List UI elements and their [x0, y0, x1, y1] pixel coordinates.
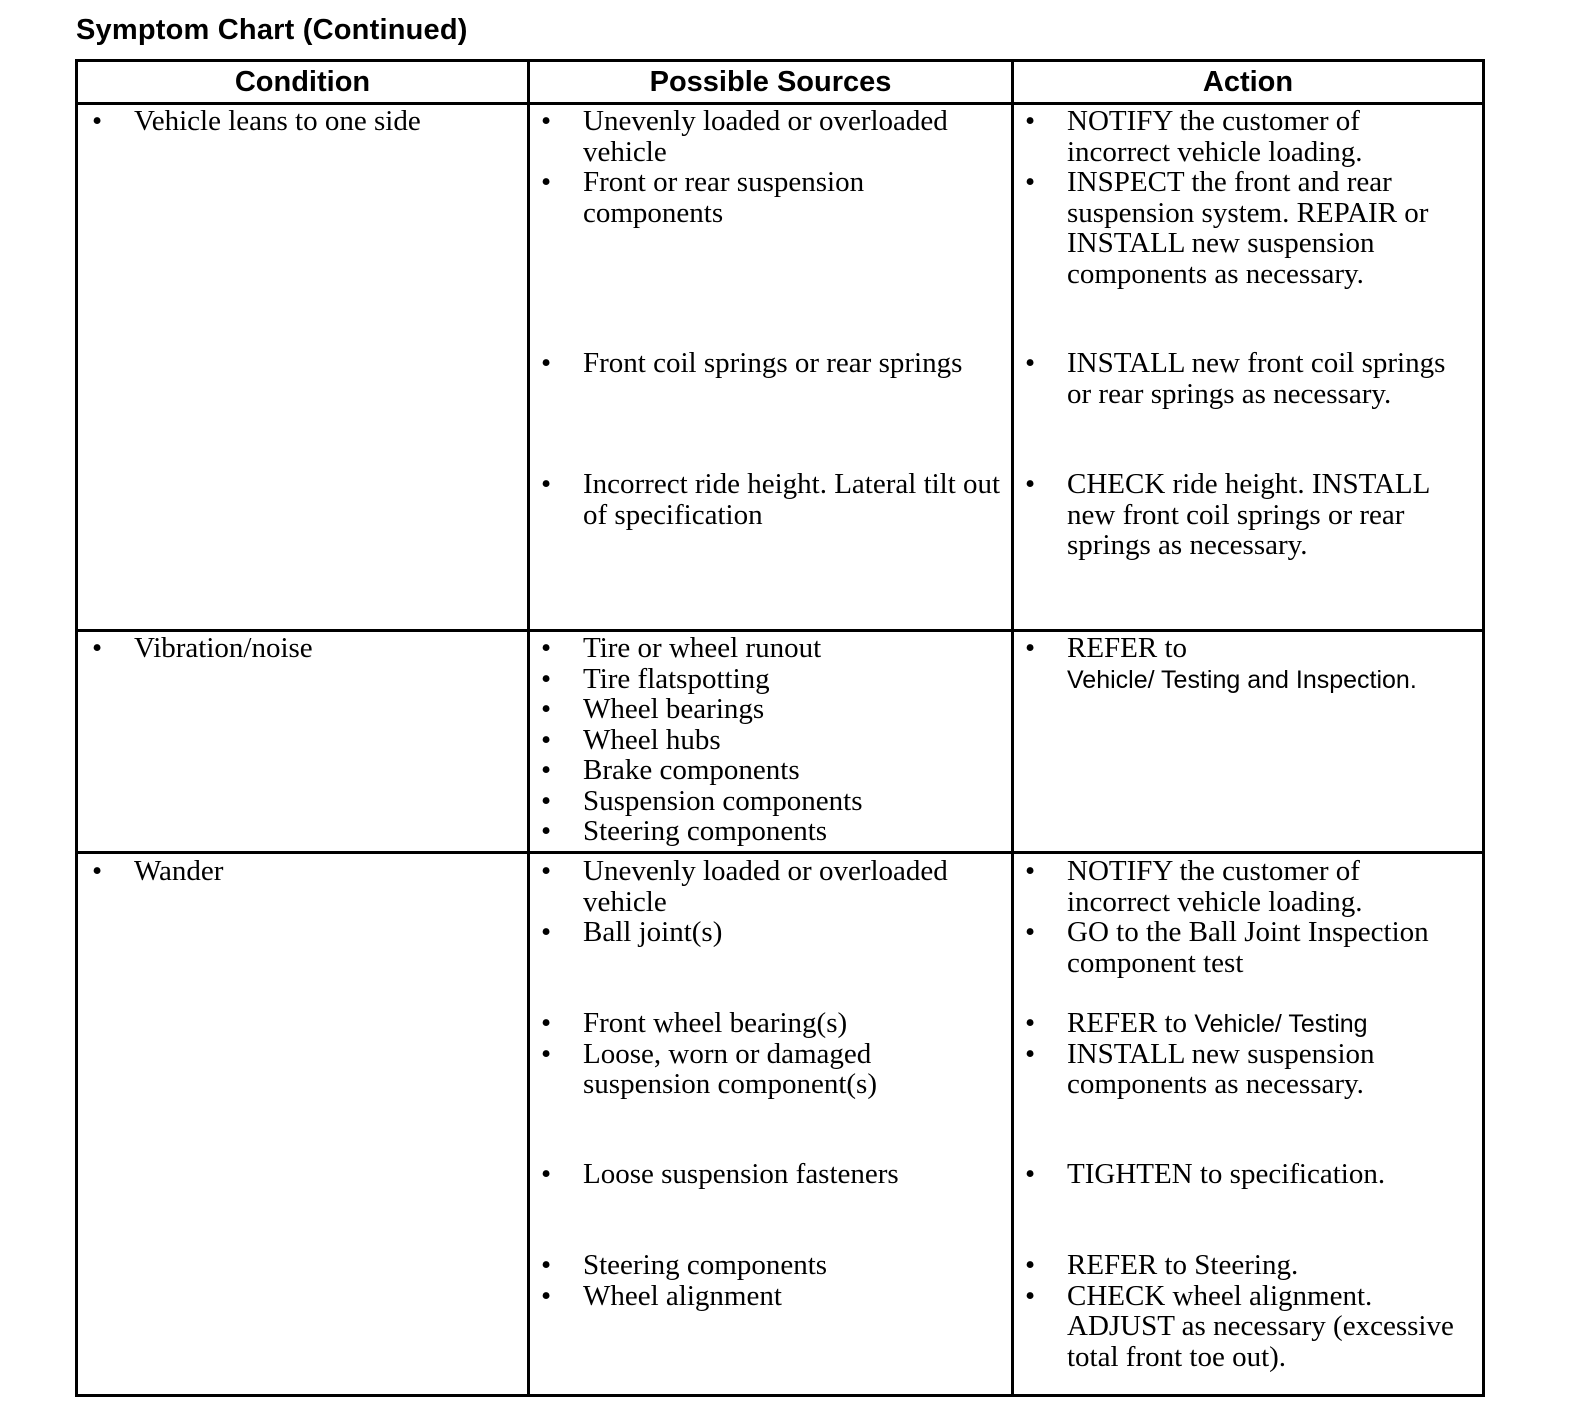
chart-title: Symptom Chart (Continued) [76, 14, 468, 46]
condition-text: Vibration/noise [134, 632, 313, 664]
action-item [1025, 347, 1462, 410]
bullet-icon: • [541, 105, 552, 137]
source-text: Unevenly loaded or overloaded vehicle [583, 105, 948, 168]
source-item [541, 784, 1003, 817]
action-text: INSPECT the front and rear suspension system. REPAIR or INSTALL new suspension components as necessary. [1067, 166, 1429, 290]
action-text: NOTIFY the customer of incorrect vehicle loading. [1067, 105, 1363, 168]
action-text: TIGHTEN to specification. [1067, 1158, 1386, 1190]
source-text: Front wheel bearing(s) [583, 1007, 848, 1039]
bullet-icon: • [541, 1007, 552, 1039]
action-item [1025, 468, 1462, 561]
condition-cell [92, 855, 514, 887]
bullet-icon: • [541, 347, 552, 379]
action-item [1025, 855, 1462, 918]
condition-text: Wander [134, 855, 224, 887]
condition-cell [92, 105, 514, 137]
action-item [1025, 1037, 1462, 1100]
bullet-icon: • [1025, 855, 1036, 887]
column-divider [527, 62, 530, 1394]
bullet-icon: • [541, 693, 552, 725]
source-item [541, 855, 1003, 918]
action-item [1025, 916, 1462, 979]
bullet-icon: • [541, 662, 552, 695]
action-item [1025, 166, 1462, 290]
action-item [1025, 1007, 1462, 1040]
condition-cell [92, 632, 514, 664]
bullet-icon: • [541, 1037, 552, 1070]
action-text: INSTALL new front coil springs or rear springs as necessary. [1067, 347, 1446, 410]
bullet-icon: • [1025, 1279, 1036, 1312]
action-item [1025, 1158, 1462, 1190]
condition-text: Vehicle leans to one side [134, 105, 421, 137]
symptom-chart-table [75, 59, 1485, 1397]
action-text: GO to the Ball Joint Inspection component test [1067, 916, 1429, 979]
source-text: Steering components [583, 1249, 828, 1281]
column-header-possible-sources: Possible Sources [649, 66, 892, 98]
source-item [541, 632, 1003, 664]
bullet-icon: • [1025, 1249, 1036, 1281]
source-text: Wheel hubs [583, 723, 721, 756]
bullet-icon: • [1025, 916, 1036, 948]
bullet-icon: • [1025, 1007, 1036, 1039]
bullet-icon: • [1025, 166, 1036, 198]
source-item [541, 916, 1003, 948]
action-item [1025, 1279, 1462, 1373]
source-item [541, 1158, 1003, 1190]
source-text: Incorrect ride height. Lateral tilt out of specification [583, 468, 1001, 531]
bullet-icon: • [541, 468, 552, 500]
bullet-icon: • [1025, 468, 1036, 500]
source-text: Tire or wheel runout [583, 632, 822, 664]
action-item [1025, 105, 1462, 168]
action-text: NOTIFY the customer of incorrect vehicle loading. [1067, 855, 1363, 918]
source-text: Brake components [583, 754, 800, 786]
source-item [541, 1007, 1003, 1039]
bullet-icon: • [541, 1158, 552, 1190]
source-text: Tire flatspotting [583, 662, 770, 695]
action-text: INSTALL new suspension components as necessary. [1067, 1037, 1375, 1100]
action-text: CHECK ride height. INSTALL new front coil springs or rear springs as necessary. [1067, 468, 1430, 561]
source-text: Steering components [583, 815, 828, 847]
source-text: Ball joint(s) [583, 916, 723, 948]
bullet-icon: • [1025, 105, 1036, 137]
action-text: REFER to Steering. [1067, 1249, 1299, 1281]
source-text: Wheel alignment [583, 1279, 782, 1312]
source-item [541, 662, 1003, 695]
bullet-icon: • [541, 855, 552, 887]
bullet-icon: • [92, 632, 103, 664]
action-text: REFER to [1067, 632, 1188, 664]
source-item [541, 347, 1003, 379]
source-text: Unevenly loaded or overloaded vehicle [583, 855, 948, 918]
action-item [1025, 632, 1462, 695]
source-item [541, 815, 1003, 847]
bullet-icon: • [541, 632, 552, 664]
bullet-icon: • [1025, 1158, 1036, 1190]
bullet-icon: • [1025, 1037, 1036, 1070]
action-text: CHECK wheel alignment. ADJUST as necessary (excessive total front toe out). [1067, 1279, 1454, 1373]
reference-link[interactable]: Vehicle/ Testing [1194, 1010, 1368, 1038]
bullet-icon: • [541, 916, 552, 948]
column-header-condition: Condition [234, 66, 371, 98]
source-text: Wheel bearings [583, 693, 765, 725]
bullet-icon: • [1025, 347, 1036, 379]
column-header-action: Action [1202, 66, 1294, 98]
action-item [1025, 1249, 1462, 1281]
bullet-icon: • [541, 815, 552, 847]
source-text: Loose suspension fasteners [583, 1158, 899, 1190]
source-text: Front or rear suspension components [583, 166, 865, 229]
source-item [541, 166, 1003, 229]
bullet-icon: • [541, 1249, 552, 1281]
reference-link[interactable]: Vehicle/ Testing and Inspection. [1067, 665, 1417, 694]
source-item [541, 1037, 1003, 1100]
bullet-icon: • [92, 855, 103, 887]
bullet-icon: • [541, 723, 552, 756]
source-text: Front coil springs or rear springs [583, 347, 963, 379]
source-item [541, 723, 1003, 756]
source-text: Loose, worn or damaged suspension component(s) [583, 1037, 877, 1100]
source-item [541, 754, 1003, 786]
bullet-icon: • [92, 105, 103, 137]
bullet-icon: • [1025, 632, 1036, 664]
source-item [541, 1279, 1003, 1312]
source-item [541, 1249, 1003, 1281]
column-divider [1011, 62, 1014, 1394]
bullet-icon: • [541, 784, 552, 817]
source-item [541, 468, 1003, 531]
bullet-icon: • [541, 166, 552, 198]
bullet-icon: • [541, 754, 552, 786]
source-item [541, 693, 1003, 725]
row-divider [78, 851, 1482, 854]
action-text: REFER to [1067, 1007, 1188, 1039]
source-text: Suspension components [583, 784, 863, 817]
bullet-icon: • [541, 1279, 552, 1312]
source-item [541, 105, 1003, 168]
